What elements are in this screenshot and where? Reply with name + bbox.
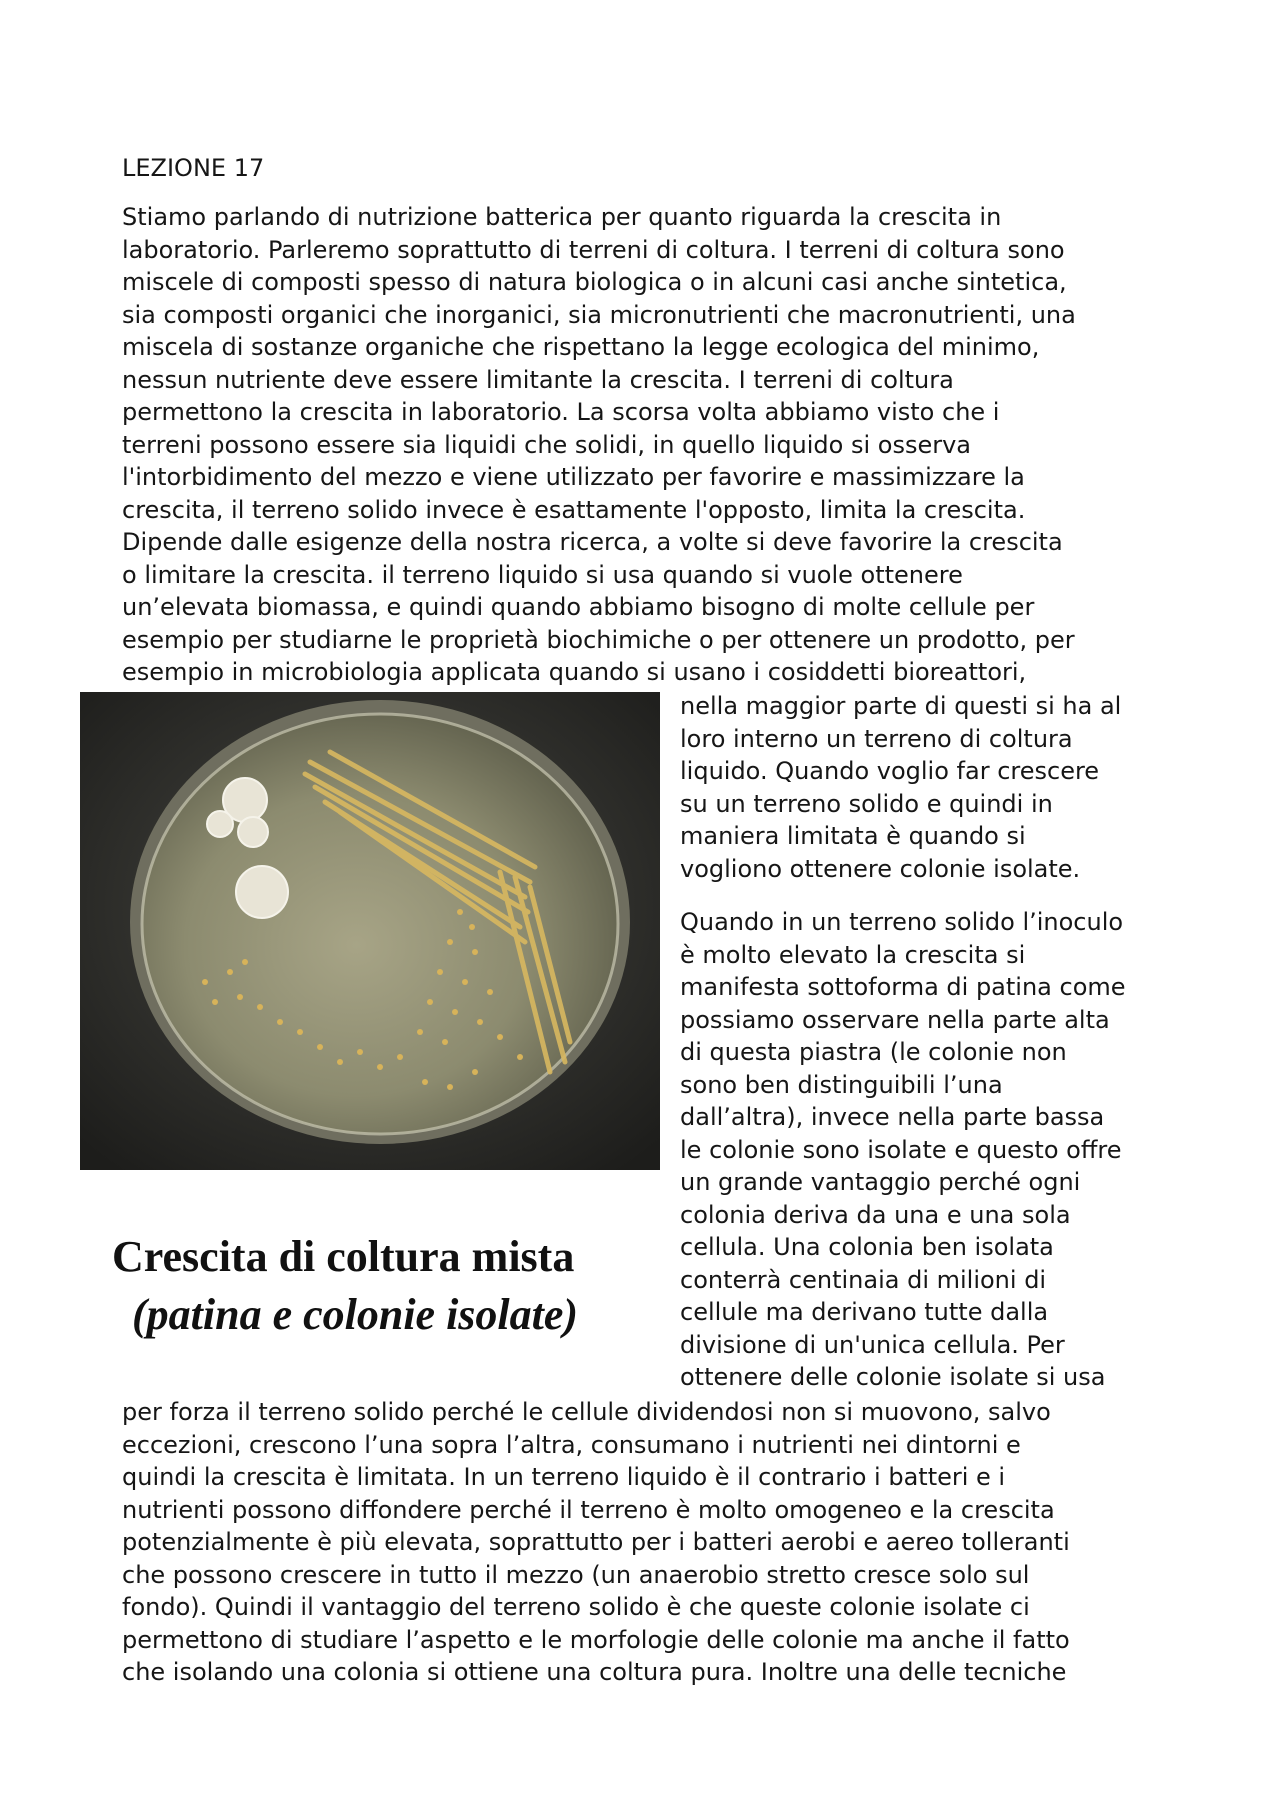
text-line: è molto elevato la crescita si xyxy=(680,940,1026,969)
text-line: permettono la crescita in laboratorio. La scorsa volta abbiamo visto che i xyxy=(122,398,1000,426)
text-line: vogliono ottenere colonie isolate. xyxy=(680,854,1081,883)
petri-dish-photo xyxy=(80,692,660,1170)
text-line: quindi la crescita è limitata. In un terreno liquido è il contrario i batteri e i xyxy=(122,1463,1006,1491)
text-line: l'intorbidimento del mezzo e viene utilizzato per favorire e massimizzare la xyxy=(122,463,1025,491)
text-line: Dipende dalle esigenze della nostra ricerca, a volte si deve favorire la crescita xyxy=(122,528,1063,556)
text-line: eccezioni, crescono l’una sopra l’altra, consumano i nutrienti nei dintorni e xyxy=(122,1430,1021,1459)
text-line: liquido. Quando voglio far crescere xyxy=(680,757,1100,785)
text-line: nessun nutriente deve essere limitante la crescita. I terreni di coltura xyxy=(122,365,954,394)
text-line: possiamo osservare nella parte alta xyxy=(680,1005,1110,1034)
text-line: crescita, il terreno solido invece è esattamente l'opposto, limita la crescita. xyxy=(122,495,1026,524)
text-line: un grande vantaggio perché ogni xyxy=(680,1168,1081,1196)
paragraph-solid-vs-liquid xyxy=(122,1396,1202,1689)
text-line: dall’altra), invece nella parte bassa xyxy=(680,1103,1105,1131)
text-line: loro interno un terreno di coltura xyxy=(680,724,1073,753)
text-line: maniera limitata è quando si xyxy=(680,822,1026,850)
text-line: fondo). Quindi il vantaggio del terreno solido è che queste colonie isolate ci xyxy=(122,1593,1030,1621)
text-line: o limitare la crescita. il terreno liquido si usa quando si vuole ottenere xyxy=(122,560,963,589)
lesson-title: LEZIONE 17 xyxy=(122,154,265,182)
text-line: miscela di sostanze organiche che rispettano la legge ecologica del minimo, xyxy=(122,333,1040,361)
text-line: sia composti organici che inorganici, sia micronutrienti che macronutrienti, una xyxy=(122,300,1076,329)
text-line: esempio per studiarne le proprietà biochimiche o per ottenere un prodotto, per xyxy=(122,625,1075,654)
paragraph-bioreactors-continued xyxy=(680,690,1180,885)
text-line: per forza il terreno solido perché le cellule dividendosi non si muovono, salvo xyxy=(122,1398,1051,1426)
text-line: su un terreno solido e quindi in xyxy=(680,789,1053,818)
text-line: che isolando una colonia si ottiene una coltura pura. Inoltre una delle tecniche xyxy=(122,1658,1067,1686)
text-line: che possono crescere in tutto il mezzo (un anaerobio stretto cresce solo sul xyxy=(122,1560,1030,1589)
text-line: Quando in un terreno solido l’inoculo xyxy=(680,908,1124,936)
text-line: permettono di studiare l’aspetto e le morfologie delle colonie ma anche il fatto xyxy=(122,1625,1070,1654)
text-line: terreni possono essere sia liquidi che solidi, in quello liquido si osserva xyxy=(122,430,972,459)
figure-caption xyxy=(112,1228,672,1344)
text-line: nella maggior parte di questi si ha al xyxy=(680,692,1122,720)
text-line: divisione di un'unica cellula. Per xyxy=(680,1330,1065,1359)
caption-line-2: (patina e colonie isolate) xyxy=(132,1290,579,1339)
text-line: esempio in microbiologia applicata quando si usano i cosiddetti bioreattori, xyxy=(122,658,1027,686)
paragraph-isolated-colonies xyxy=(680,906,1180,1394)
text-line: Stiamo parlando di nutrizione batterica per quanto riguarda la crescita in xyxy=(122,203,1002,231)
text-line: di questa piastra (le colonie non xyxy=(680,1038,1067,1066)
text-line: cellula. Una colonia ben isolata xyxy=(680,1233,1054,1261)
text-line: conterrà centinaia di milioni di xyxy=(680,1265,1047,1294)
text-line: laboratorio. Parleremo soprattutto di terreni di coltura. I terreni di coltura sono xyxy=(122,235,1065,264)
text-line: cellule ma derivano tutte dalla xyxy=(680,1298,1049,1326)
text-line: manifesta sottoforma di patina come xyxy=(680,973,1126,1001)
text-line: ottenere delle colonie isolate si usa xyxy=(680,1363,1106,1391)
petri-dish-figure xyxy=(80,692,660,1170)
text-line: sono ben distinguibili l’una xyxy=(680,1070,1003,1099)
caption-line-1: Crescita di coltura mista xyxy=(112,1232,575,1281)
text-line: un’elevata biomassa, e quindi quando abbiamo bisogno di molte cellule per xyxy=(122,593,1035,621)
text-line: nutrienti possono diffondere perché il terreno è molto omogeneo e la crescita xyxy=(122,1495,1055,1524)
text-line: colonia deriva da una e una sola xyxy=(680,1200,1071,1229)
text-line: potenzialmente è più elevata, soprattutto per i batteri aerobi e aereo tolleranti xyxy=(122,1528,1070,1556)
paragraph-intro xyxy=(122,201,1182,689)
text-line: miscele di composti spesso di natura biologica o in alcuni casi anche sintetica, xyxy=(122,268,1067,296)
text-line: le colonie sono isolate e questo offre xyxy=(680,1135,1122,1164)
